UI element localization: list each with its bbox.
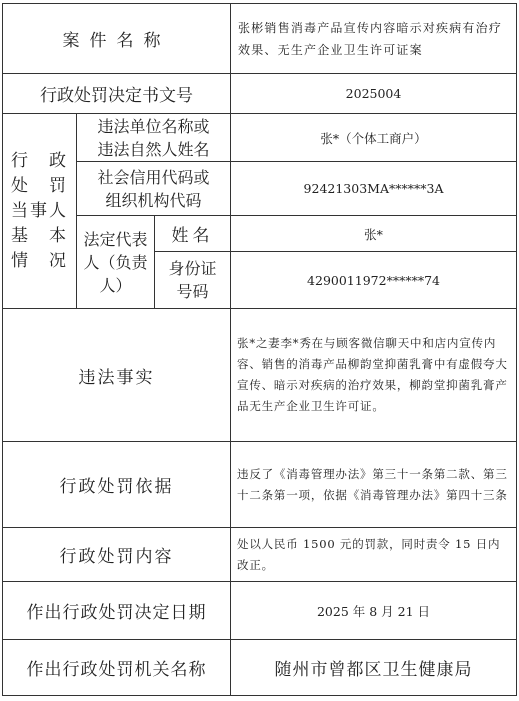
credit-code-value: 92421303MA******3A bbox=[231, 162, 517, 216]
row-unit-name bbox=[3, 114, 517, 162]
name-value: 张* bbox=[231, 216, 517, 252]
party-info-label bbox=[3, 114, 77, 309]
case-name-value: 张彬销售消毒产品宣传内容暗示对疾病有治疗效果、无生产企业卫生许可证案 bbox=[231, 4, 517, 74]
row-authority bbox=[3, 640, 517, 696]
party-label-line: 情 况 bbox=[11, 250, 68, 271]
row-decision-number bbox=[3, 74, 517, 114]
row-legal-rep-name bbox=[3, 216, 517, 252]
unit-name-value: 张*（个体工商户） bbox=[231, 114, 517, 162]
unit-name-label: 违法单位名称或违法自然人姓名 bbox=[77, 114, 231, 162]
basis-label: 行政处罚依据 bbox=[3, 442, 231, 528]
decision-date-value: 2025 年 8 月 21 日 bbox=[231, 582, 517, 640]
legal-rep-label: 法定代表人（负责人） bbox=[77, 216, 155, 309]
row-basis bbox=[3, 442, 517, 528]
decision-number-value: 2025004 bbox=[231, 74, 517, 114]
party-label-line: 当事人 bbox=[11, 200, 68, 221]
row-facts bbox=[3, 309, 517, 442]
content-value: 处以人民币 1500 元的罚款，同时责令 15 日内改正。 bbox=[231, 528, 517, 582]
id-number-value: 4290011972******74 bbox=[231, 252, 517, 309]
penalty-disclosure-table bbox=[2, 3, 517, 696]
party-label-line: 行 政 bbox=[11, 150, 68, 171]
party-label-line: 基 本 bbox=[11, 225, 68, 246]
basis-value: 违反了《消毒管理办法》第三十一条第二款、第三十二条第一项，依据《消毒管理办法》第四十三条 bbox=[231, 442, 517, 528]
row-decision-date bbox=[3, 582, 517, 640]
name-label: 姓名 bbox=[155, 216, 231, 252]
case-name-label: 案件名称 bbox=[3, 4, 231, 74]
credit-code-label: 社会信用代码或组织机构代码 bbox=[77, 162, 231, 216]
party-label-line: 处 罚 bbox=[11, 175, 68, 196]
id-number-label: 身份证号码 bbox=[155, 252, 231, 309]
facts-value: 张*之妻李*秀在与顾客微信聊天中和店内宣传内容、销售的消毒产品柳韵堂抑菌乳膏中有虚假夸大宣传、暗示对疾病的治疗效果，柳韵堂抑菌乳膏产品无生产企业卫生许可证。 bbox=[231, 309, 517, 442]
authority-value: 随州市曾都区卫生健康局 bbox=[231, 640, 517, 696]
decision-number-label: 行政处罚决定书文号 bbox=[3, 74, 231, 114]
row-content bbox=[3, 528, 517, 582]
decision-date-label: 作出行政处罚决定日期 bbox=[3, 582, 231, 640]
row-credit-code bbox=[3, 162, 517, 216]
facts-label: 违法事实 bbox=[3, 309, 231, 442]
authority-label: 作出行政处罚机关名称 bbox=[3, 640, 231, 696]
row-case-name bbox=[3, 4, 517, 74]
content-label: 行政处罚内容 bbox=[3, 528, 231, 582]
